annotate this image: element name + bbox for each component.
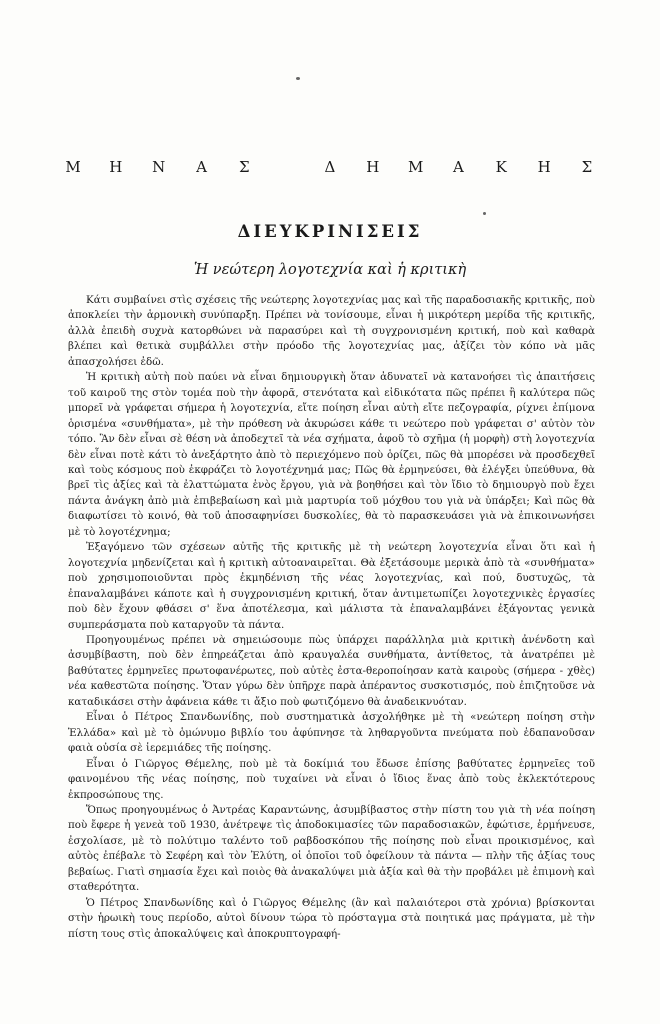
ink-speck <box>483 212 486 215</box>
author-name <box>60 158 600 176</box>
author-letter: Μ <box>407 158 424 176</box>
author-letter: Η <box>109 158 123 176</box>
author-letter: Σ <box>581 158 593 176</box>
paragraph: Ἐξαγόμενο τῶν σχέσεων αὐτῆς τῆς κριτικῆς μὲ τὴ νεώτερη λογοτεχνία εἶναι ὅτι καὶ ἡ λογοτεχνία μηδενίζεται καὶ ἡ κριτικὴ αὐτοαναιρεῖται. Θὰ ἐξετάσουμε μερικὰ ἀπὸ τὰ «συνθήματα» ποὺ χρησιμοποιοῦνται πρὸς ἐκμηδένιση τῆς νέας λογοτεχνίας, καὶ πού, δυστυχῶς, τὰ ἐπαναλαμβάνει κάποτε καὶ ἡ συγχρονισμένη κριτική, ὅταν ἀντιμετωπίζει λογοτεχνικὲς ἐργασίες ποὺ δὲν ἔχουν φθάσει σ' ἕνα ἀποτέλεσμα, καὶ μάλιστα τὰ ἐπαναλαμβάνει ἐξάγοντας γενικὰ συμπεράσματα ποὺ καταργοῦν τὰ πάντα. <box>68 541 595 631</box>
paragraph: Προηγουμένως πρέπει νὰ σημειώσουμε πὼς ὑπάρχει παράλληλα μιὰ κριτικὴ ἀνένδοτη καὶ ἀσυμβίβαστη, ποὺ δὲν ἐπηρεάζεται ἀπὸ κραυγαλέα συνθήματα, ἀντίθετος, τὰ ἀνατρέπει μὲ βαθύτατες ἑρμηνεῖες πρωτοφανέρωτες, ποὺ αὐτὲς ἐστα-θεροποίησαν κατὰ καιροὺς (σήμερα - χθὲς) νέα καθεστῶτα ποίησης. Ὅταν γύρω δὲν ὑπῆρχε παρὰ ἀπέραντος συσκοτισμός, ποὺ ἐπιζητοῦσε νὰ καταδικάσει στὴν ἀφάνεια κάθε τι ἄξιο ποὺ φωτιζόμενο θὰ ἀναδεικνυόταν. <box>68 633 595 708</box>
author-letter: Α <box>196 158 207 176</box>
author-letter: Ν <box>152 158 166 176</box>
author-letter <box>274 158 300 176</box>
author-letter: Μ <box>65 158 81 176</box>
article-subtitle: Ἡ νεώτερη λογοτεχνία καὶ ἡ κριτικὴ <box>193 262 467 278</box>
author-letter: Δ <box>324 158 336 176</box>
ink-speck <box>296 77 300 80</box>
author-letter: Σ <box>239 158 250 176</box>
paragraph: Κάτι συμβαίνει στὶς σχέσεις τῆς νεώτερης λογοτεχνίας μας καὶ τῆς παραδοσιακῆς κριτικῆς, ποὺ ἀποκλείει τὴν ἁρμονικὴ συνύπαρξη. Πρέπει νὰ τονίσουμε, εἶναι ἡ μικρότερη μερίδα τῆς κριτικῆς, ἀλλὰ ἐπειδὴ συχνὰ κατορθώνει νὰ παρασύρει καὶ τὴ συγχρονισμένη κριτική, ποὺ καὶ καθαρὰ βλέπει καὶ θετικὰ συμβάλλει στὴν πρόοδο τῆς λογοτεχνίας μας, ἀξίζει τὸν κόπο νὰ μᾶς ἀπασχολήσει ἐδῶ. <box>68 294 595 368</box>
paragraph: Εἶναι ὁ Πέτρος Σπανδωνίδης, ποὺ συστηματικὰ ἀσχολήθηκε μὲ τὴ «νεώτερη ποίηση στὴν Ἑλλάδα» καὶ μὲ τὸ ὁμώνυμο βιβλίο του ἀφύπνησε τὰ ληθαργοῦντα πνεύματα ποὺ ἐδαπανοῦσαν φαιὰ οὐσία σὲ ἱερεμιάδες τῆς ποίησης. <box>68 711 595 755</box>
author-letter: Η <box>537 158 551 176</box>
paragraph: Ὅπως προηγουμένως ὁ Ἀντρέας Καραντώνης, ἀσυμβίβαστος στὴν πίστη του γιὰ τὴ νέα ποίηση ποὺ ἔφερε ἡ γενεὰ τοῦ 1930, ἀνέτρεψε τὶς ἀποδοκιμασίες τῶν παραδοσιακῶν, ἐφώτισε, ἑρμήνευσε, ἐσχολίασε, μὲ τὸ πολύτιμο ταλέντο τοῦ ραβδοσκόπου τῆς ποίησης ποὺ εἶναι προικισμένος, καὶ αὐτὸς ἐπέβαλε τὸ Σεφέρη καὶ τὸν Ἐλύτη, οἱ ὁποῖοι τοῦ ὀφείλουν τὰ πάντα — πλὴν τῆς ἀξίας τους βεβαίως. Γιατὶ σημασία ἔχει καὶ ποιὸς θὰ ἀνακαλύψει μιὰ ἀξία καὶ θὰ τὴν προβάλει μὲ ἐπιμονὴ καὶ σταθερότητα. <box>68 803 595 894</box>
paragraph: Ὁ Πέτρος Σπανδωνίδης καὶ ὁ Γιῶργος Θέμελης (ἂν καὶ παλαιότεροι στὰ χρόνια) βρίσκονται στὴν ἡρωικὴ τους περίοδο, αὐτοὶ δίνουν τώρα τὸ πρόσταγμα στὰ ποιητικά μας πράγματα, μὲ τὴν πίστη τους στὶς ἀποκαλύψεις καὶ ἀποκρυπτογραφή- <box>68 896 595 940</box>
author-letter: Α <box>453 158 464 176</box>
author-letter: Η <box>366 158 380 176</box>
article-body <box>68 293 595 942</box>
paragraph: Εἶναι ὁ Γιῶργος Θέμελης, ποὺ μὲ τὰ δοκίμιά του ἔδωσε ἐπίσης βαθύτατες ἑρμηνεῖες τοῦ φαινομένου τῆς νέας ποίησης, ποὺ τυχαίνει νὰ εἶναι ὁ ἴδιος ἕνας ἀπὸ τοὺς ἐκλεκτότερους ἐκπροσώπους της. <box>68 757 595 801</box>
paragraph: Ἡ κριτικὴ αὐτὴ ποὺ παύει νὰ εἶναι δημιουργικὴ ὅταν ἀδυνατεῖ νὰ κατανοήσει τὶς ἀπαιτήσεις τοῦ καιροῦ της στὸν τομέα ποὺ τὴν ἀφορᾶ, στενότατα καὶ εἰδικότατα πῶς πρέπει ἢ καλύτερα πῶς μπορεῖ νὰ γράφεται σήμερα ἡ λογοτεχνία, εἴτε ποίηση εἶναι αὐτὴ εἴτε πεζογραφία, ρίχνει ἐπίμονα ὁρισμένα «συνθήματα», μὲ τὴν πρόθεση νὰ ἀκυρώσει κάθε τι νεώτερο ποὺ γράφεται σ' αὐτὸν τὸν τόπο. Ἂν δὲν εἶναι σὲ θέση νὰ ἀποδεχτεῖ τὰ νέα σχήματα, ἀφοῦ τὸ σχῆμα (ἡ μορφὴ) στὴ λογοτεχνία δὲν εἶναι ποτὲ κάτι τὸ ἀνεξάρτητο ἀπὸ τὸ περιεχόμενο ποὺ ὁρίζει, πῶς θὰ μπορέσει νὰ προσδεχθεῖ καὶ τοὺς κόσμους ποὺ ἐκφράζει τὸ λογοτέχνημά μας; Πῶς θὰ ἑρμηνεύσει, θὰ ἐλέγξει ὑπεύθυνα, θὰ βρεῖ τὶς ἀξίες καὶ τὰ ἐλαττώματα ἑνὸς ἔργου, γιὰ νὰ βοηθήσει καὶ τὸν ἴδιο τὸ δημιουργὸ ποὺ ἔχει πάντα ἀνάγκη ἀπὸ μιὰ ἐπιβεβαίωση καὶ μιὰ μαρτυρία τοῦ μόχθου του γιὰ νὰ ὑπάρξει; Καὶ πῶς θὰ διαφωτίσει τὸ κοινό, θὰ τοῦ ἀποσαφηνίσει δυσκολίες, θὰ τὸ παρασκευάσει γιὰ νὰ ἐπικοινωνήσει μὲ τὸ λογοτέχνημα; <box>68 371 595 538</box>
author-letter: Κ <box>495 158 507 176</box>
article-title: ΔΙΕΥΚΡΙΝΙΣΕΙΣ <box>237 222 423 241</box>
